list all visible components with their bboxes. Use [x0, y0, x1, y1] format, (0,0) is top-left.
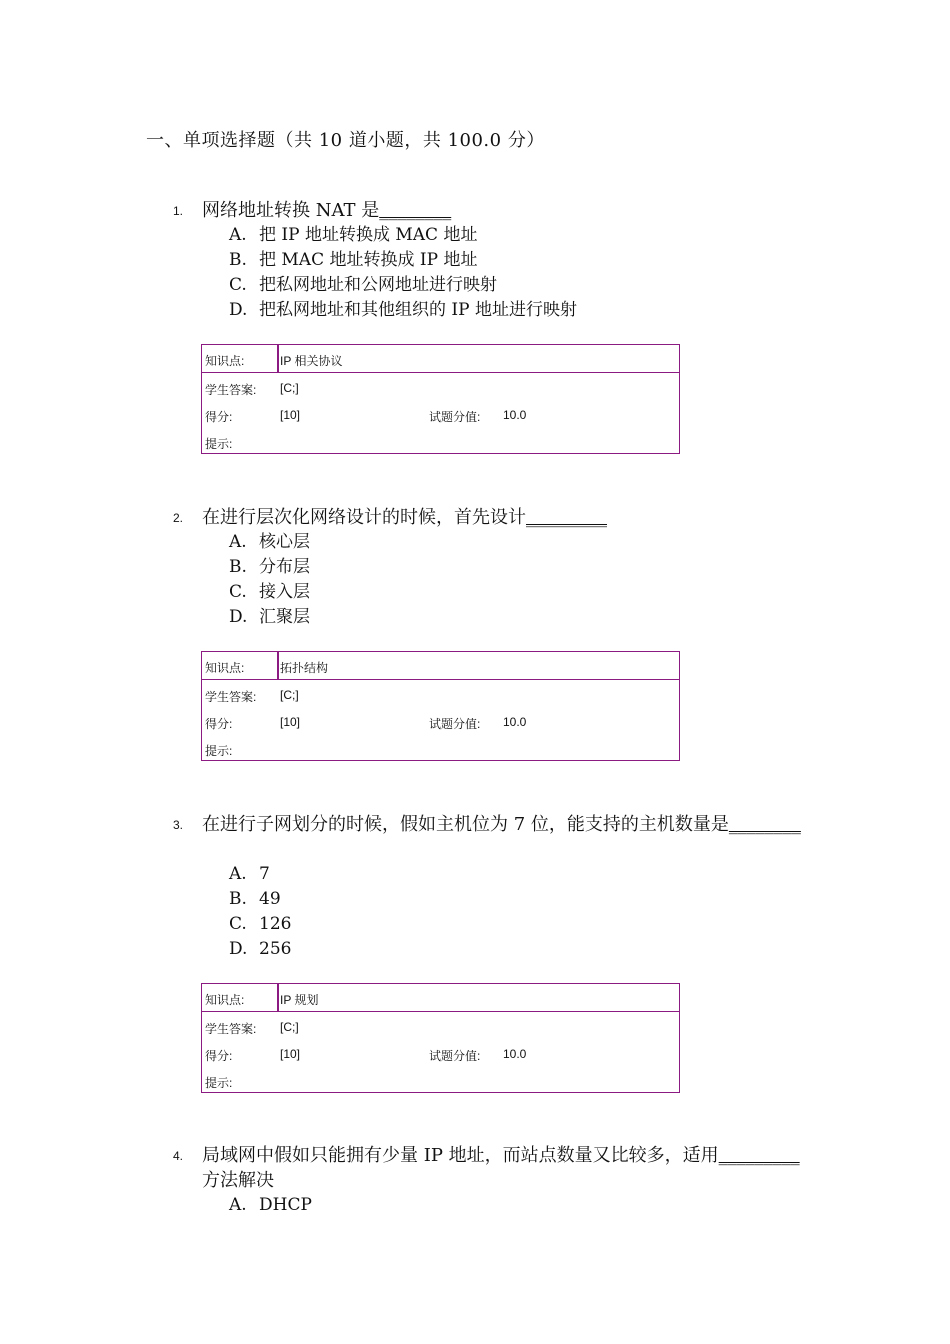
option-letter: A. — [229, 225, 247, 245]
option-letter: B. — [229, 250, 247, 270]
option-text: 126 — [259, 914, 292, 934]
answer-value: [C;] — [280, 688, 299, 702]
knowledge-label: 知识点: — [205, 993, 245, 1007]
option-letter: B. — [229, 557, 247, 577]
option-d[interactable] — [229, 937, 291, 962]
question-info-box — [201, 983, 680, 1093]
option-a[interactable] — [229, 530, 310, 555]
answer-value: [C;] — [280, 1020, 299, 1034]
knowledge-value: IP 相关协议 — [280, 354, 343, 368]
answer-blank: ________ — [379, 200, 452, 221]
column-divider — [277, 984, 279, 1012]
value-value: 10.0 — [503, 715, 527, 729]
question-number: 2. — [173, 511, 184, 525]
question-stem-tail: 方法解决 — [202, 1170, 274, 1191]
option-b[interactable] — [229, 248, 477, 273]
knowledge-label: 知识点: — [205, 354, 245, 368]
option-letter: A. — [229, 1195, 247, 1215]
question-number: 4. — [173, 1149, 184, 1163]
score-label: 得分: — [205, 1049, 233, 1063]
option-c[interactable] — [229, 580, 310, 605]
value-label: 试题分值: — [429, 1049, 481, 1063]
option-a[interactable] — [229, 862, 270, 887]
knowledge-label: 知识点: — [205, 661, 245, 675]
option-text: 汇聚层 — [259, 607, 310, 627]
option-letter: B. — [229, 889, 247, 909]
option-text: 把私网地址和公网地址进行映射 — [259, 275, 497, 295]
option-text: 256 — [259, 939, 292, 959]
option-letter: A. — [229, 864, 247, 884]
answer-blank: _________ — [526, 507, 607, 528]
option-letter: D. — [229, 607, 248, 627]
option-letter: D. — [229, 300, 248, 320]
knowledge-value: 拓扑结构 — [280, 661, 329, 675]
option-d[interactable] — [229, 605, 310, 630]
option-c[interactable] — [229, 912, 291, 937]
option-text: DHCP — [259, 1195, 312, 1215]
question-stem-text: 在进行子网划分的时候，假如主机位为 7 位，能支持的主机数量是 — [202, 814, 729, 835]
score-value: [10] — [280, 408, 301, 422]
question-stem-text: 在进行层次化网络设计的时候，首先设计 — [202, 507, 526, 528]
option-letter: C. — [229, 275, 247, 295]
score-label: 得分: — [205, 717, 233, 731]
option-text: 49 — [259, 889, 281, 909]
option-b[interactable] — [229, 887, 281, 912]
knowledge-row — [202, 652, 679, 680]
score-value: [10] — [280, 1047, 301, 1061]
option-b[interactable] — [229, 555, 310, 580]
score-value: [10] — [280, 715, 301, 729]
column-divider — [277, 652, 279, 680]
question-stem-text: 网络地址转换 NAT 是 — [202, 200, 380, 221]
hint-label: 提示: — [205, 1076, 233, 1090]
answer-blank: ________ — [728, 814, 801, 835]
hint-label: 提示: — [205, 437, 233, 451]
option-d[interactable] — [229, 298, 577, 323]
answer-label: 学生答案: — [205, 383, 257, 397]
answer-blank: _________ — [718, 1145, 800, 1166]
option-a[interactable] — [229, 223, 477, 248]
question-number: 3. — [173, 818, 184, 832]
score-label: 得分: — [205, 410, 233, 424]
option-letter: C. — [229, 914, 247, 934]
value-value: 10.0 — [503, 408, 527, 422]
knowledge-row — [202, 345, 679, 373]
question-stem — [202, 1143, 802, 1193]
answer-label: 学生答案: — [205, 1022, 257, 1036]
knowledge-value: IP 规划 — [280, 993, 319, 1007]
option-text: 分布层 — [259, 557, 310, 577]
value-label: 试题分值: — [429, 410, 481, 424]
option-text: 把 IP 地址转换成 MAC 地址 — [259, 225, 478, 245]
question-stem — [202, 505, 802, 530]
question-number: 1. — [173, 204, 184, 218]
answer-value: [C;] — [280, 381, 299, 395]
option-letter: A. — [229, 532, 247, 552]
question-stem — [202, 198, 802, 223]
option-text: 把私网地址和其他组织的 IP 地址进行映射 — [259, 300, 577, 320]
option-text: 接入层 — [259, 582, 310, 602]
question-stem — [202, 812, 802, 837]
question-info-box — [201, 344, 680, 454]
option-letter: C. — [229, 582, 247, 602]
option-text: 核心层 — [259, 532, 310, 552]
hint-label: 提示: — [205, 744, 233, 758]
answer-label: 学生答案: — [205, 690, 257, 704]
question-info-box — [201, 651, 680, 761]
question-stem-text: 局域网中假如只能拥有少量 IP 地址，而站点数量又比较多，适用 — [202, 1145, 719, 1166]
knowledge-row — [202, 984, 679, 1012]
option-text: 把 MAC 地址转换成 IP 地址 — [259, 250, 478, 270]
option-a[interactable] — [229, 1193, 312, 1218]
value-label: 试题分值: — [429, 717, 481, 731]
option-text: 7 — [259, 864, 270, 884]
column-divider — [277, 345, 279, 373]
value-value: 10.0 — [503, 1047, 527, 1061]
option-c[interactable] — [229, 273, 497, 298]
section-title: 一、单项选择题（共 10 道小题，共 100.0 分） — [146, 130, 545, 151]
option-letter: D. — [229, 939, 248, 959]
